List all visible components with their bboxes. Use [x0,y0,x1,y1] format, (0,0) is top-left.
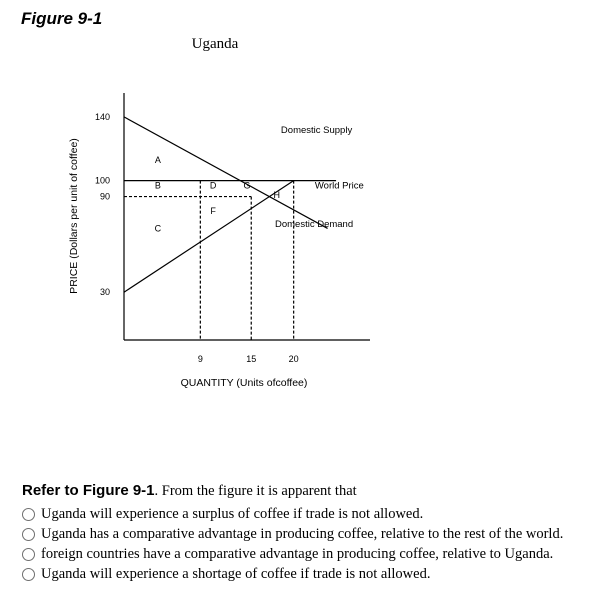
region-label-f: F [210,206,216,217]
chart-title: Uganda [191,36,239,52]
radio-button-icon[interactable] [22,548,35,561]
question-text: . From the figure it is apparent that [154,483,357,499]
region-label-b: B [154,180,161,191]
region-label-h: H [273,190,280,201]
y-axis-label: PRICE (Dollars per unit of coffee) [68,138,80,294]
region-label-g: G [243,180,251,191]
world-price-label: World Price [314,180,364,192]
y-tick-label-30: 30 [99,287,110,298]
answer-option-label: Uganda will experience a surplus of coffee if trade is not allowed. [41,505,424,522]
answer-option-label: foreign countries have a comparative advantage in producing coffee, relative to Uganda. [41,545,554,562]
x-tick-label-9: 9 [197,354,203,364]
y-tick-label-90: 90 [99,191,110,202]
radio-button-icon[interactable] [22,568,35,581]
answer-option-label: Uganda has a comparative advantage in producing coffee, relative to the rest of the world. [41,525,564,542]
figure-label: Figure 9-1 [21,9,103,28]
y-tick-label-100: 100 [94,175,110,186]
answer-option-1[interactable] [22,504,587,524]
plot-area [95,93,370,364]
radio-button-icon[interactable] [22,508,35,521]
radio-button-icon[interactable] [22,528,35,541]
answer-option-3[interactable] [22,544,587,564]
x-axis-label: QUANTITY (Units ofcoffee) [180,377,308,389]
question-stem [22,482,587,500]
answer-option-2[interactable] [22,524,587,544]
answer-option-label: Uganda will experience a shortage of coffee if trade is not allowed. [41,565,431,582]
domestic-supply-line [124,181,294,293]
x-tick-label-20: 20 [288,354,299,364]
region-label-c: C [154,223,162,234]
region-label-d: D [209,180,217,191]
domestic-demand-label: Domestic Demand [274,218,354,230]
question-block [22,482,587,584]
domestic-supply-label: Domestic Supply [280,124,353,136]
question-reference: Refer to Figure 9-1 [22,482,155,499]
answer-option-4[interactable] [22,564,587,584]
x-tick-label-15: 15 [246,354,257,364]
y-tick-label-140: 140 [94,111,110,122]
region-label-a: A [154,155,161,166]
